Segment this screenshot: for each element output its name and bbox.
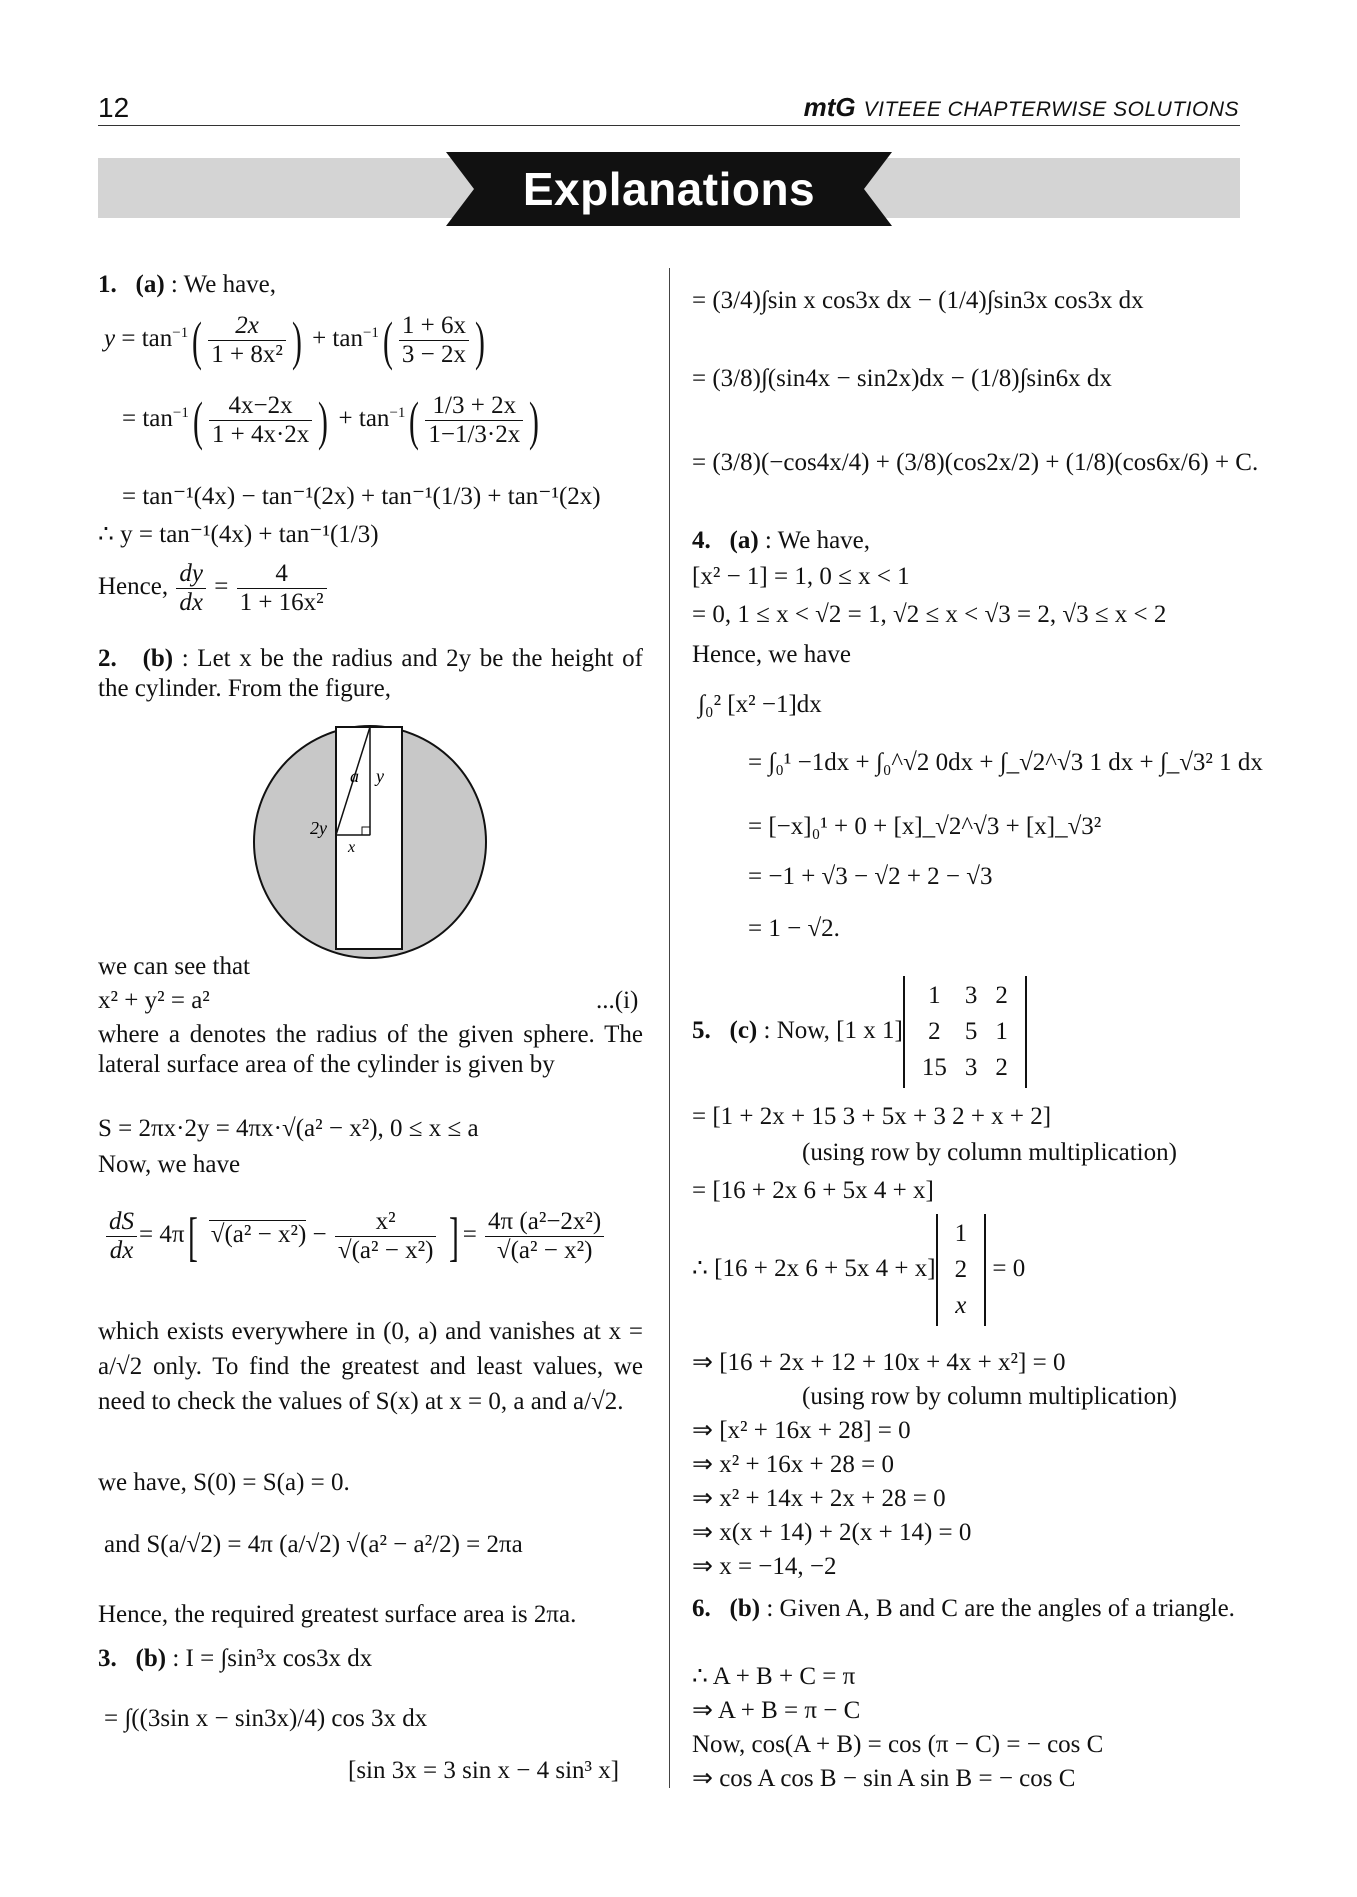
column-divider: [669, 268, 670, 1788]
q3-line-4: = (3/4)∫sin x cos3x dx − (1/4)∫sin3x cos3x dx: [692, 287, 1144, 314]
q4-line-3: Hence, we have: [692, 641, 851, 668]
q5-matrix: 1 3 2 2 5 1 15 3 2: [903, 976, 1027, 1088]
q6-line-4: ⇒ cos A cos B − sin A sin B = − cos C: [692, 1765, 1076, 1792]
q2-eq-1: x² + y² = a²: [98, 987, 210, 1014]
q6-line-2: ⇒ A + B = π − C: [692, 1697, 861, 1724]
q5-line-1: = [1 + 2x + 15 3 + 5x + 3 2 + x + 2]: [692, 1103, 1052, 1130]
q5-step-4: ⇒ x² + 14x + 2x + 28 = 0: [692, 1485, 946, 1512]
q5-step-1: ⇒ [16 + 2x + 12 + 10x + 4x + x²] = 0: [692, 1349, 1066, 1376]
q1-result: Hence, $\frac{dy}{dx}$ = $\frac{4}{\text{1 + 16x²}}$: [98, 560, 329, 617]
q3-line-3: [sin 3x = 3 sin x − 4 sin³ x]: [348, 1757, 620, 1784]
q4-line-2: = 0, 1 ≤ x < √2 = 1, √2 ≤ x < √3 = 2, √3 ≤ x < 2: [692, 601, 1167, 628]
section-title: Explanations: [522, 163, 816, 215]
running-title: VITEEE CHAPTERWISE SOLUTIONS: [863, 98, 1239, 121]
q2-intro: 2. (b) : Let x be the radius and 2y be the height of the cylinder. From the figure,: [98, 645, 643, 702]
q2-eq-1-tag: ...(i): [596, 987, 639, 1014]
q1-equation-4: ∴ y = tan⁻¹(4x) + tan⁻¹(1/3): [98, 521, 379, 548]
q4-line-8: = 1 − √2.: [748, 915, 840, 942]
q4-line-5: = ∫₀¹ −1dx + ∫₀^√2 0dx + ∫_√2^√3 1 dx + ∫_√3² 1 dx: [748, 749, 1263, 776]
q2-text-6: we have, S(0) = S(a) = 0.: [98, 1469, 350, 1496]
q3-line-5: = (3/8)∫(sin4x − sin2x)dx − (1/8)∫sin6x dx: [692, 365, 1112, 392]
q6-line-1: ∴ A + B + C = π: [692, 1663, 856, 1690]
page-number: 12: [98, 92, 130, 123]
q4-heading: 4. (a) : We have,: [692, 527, 871, 554]
fig-label-2y: 2y: [310, 818, 327, 838]
q5-step-2: ⇒ [x² + 16x + 28] = 0: [692, 1417, 911, 1444]
q5-step-5: ⇒ x(x + 14) + 2(x + 14) = 0: [692, 1519, 972, 1546]
q5-column-vector: 1 2 x: [936, 1214, 987, 1326]
q1-equation-2: = $\tan^{-1}$( $\frac{4x-2x}{1 + 4x\cdot 2x}$ ) + $\tan^{-1}$( $\frac{1/3 + 2x}{1-1/3\cdot 2x}$ ): [122, 390, 540, 451]
running-header: [804, 92, 1239, 123]
q2-text-2: we can see that: [98, 953, 251, 980]
sphere-cylinder-figure: [250, 722, 490, 962]
fig-label-a: a: [350, 766, 359, 786]
fig-label-x: x: [348, 839, 356, 856]
q5-heading: 5. (c) : Now, [1 x 1] 1 3 2 2 5 1 15 3 2: [692, 972, 1027, 1090]
q1-equation-3: = tan⁻¹(4x) − tan⁻¹(2x) + tan⁻¹(1/3) + tan⁻¹(2x): [122, 483, 601, 510]
q1-equation-1: $y = \tan^{-1}$( $\frac{2x}{\text{1 + 8x²}}$ ) + $\tan^{-1}$( $\frac{1 + 6x}{3 - 2x}$ ): [104, 310, 485, 371]
q2-eq-2: S = 2πx·2y = 4πx·√(a² − x²), 0 ≤ x ≤ a: [98, 1115, 479, 1142]
q3-heading: 3. (b) : I = ∫sin³x cos3x dx: [98, 1645, 373, 1672]
q2-text-3: where a denotes the radius of the given sphere. The lateral surface area of the cylinder is given by: [98, 1021, 643, 1078]
q2-conclusion: Hence, the required greatest surface area is 2πa.: [98, 1601, 577, 1628]
q5-line-2: = [16 + 2x 6 + 5x 4 + x]: [692, 1177, 934, 1204]
q5-note-1: (using row by column multiplication): [802, 1139, 1177, 1166]
q6-intro: 6. (b) : Given A, B and C are the angles of a triangle.: [692, 1595, 1235, 1622]
q4-line-6: = [−x]₀¹ + 0 + [x]_√2^√3 + [x]_√3²: [748, 813, 1102, 840]
q2-text-4: Now, we have: [98, 1151, 241, 1178]
q2-eq-3: and S(a/√2) = 4π (a/√2) √(a² − a²/2) = 2πa: [104, 1531, 523, 1558]
q2-derivative: $\frac{dS}{dx}$ = 4π[ √(a² − x²) − $\frac{\text{x²}}{\text{√(a² − x²)}}$ ] = $\frac{\text{4π (a²−2x²)}}{\text{√(a² − x²)}}$: [104, 1208, 606, 1265]
q2-text-5: which exists everywhere in (0, a) and vanishes at x = a/√2 only. To find the greatest and least values, we need to check the values of S(x) at x = 0, a and a/√2.: [98, 1318, 643, 1415]
q5-note-2: (using row by column multiplication): [802, 1383, 1177, 1410]
publisher-logo: mtG: [803, 92, 856, 122]
q4-line-7: = −1 + √3 − √2 + 2 − √3: [748, 863, 993, 890]
q5-step-6: ⇒ x = −14, −2: [692, 1553, 837, 1580]
q3-line-6: = (3/8)(−cos4x/4) + (3/8)(cos2x/2) + (1/8)(cos6x/6) + C.: [692, 449, 1259, 476]
q5-step-3: ⇒ x² + 16x + 28 = 0: [692, 1451, 894, 1478]
q4-line-1: [x² − 1] = 1, 0 ≤ x < 1: [692, 563, 910, 590]
q3-line-2: = ∫((3sin x − sin3x)/4) cos 3x dx: [104, 1705, 428, 1732]
q1-heading: 1. (a) : We have,: [98, 271, 277, 298]
q6-line-3: Now, cos(A + B) = cos (π − C) = − cos C: [692, 1731, 1104, 1758]
q4-line-4: ∫₀² [x² −1]dx: [698, 691, 822, 718]
q5-line-3: ∴ [16 + 2x 6 + 5x 4 + x] 1 2 x = 0: [692, 1210, 1025, 1328]
fig-label-y: y: [376, 766, 384, 786]
header-rule: [98, 125, 1240, 126]
